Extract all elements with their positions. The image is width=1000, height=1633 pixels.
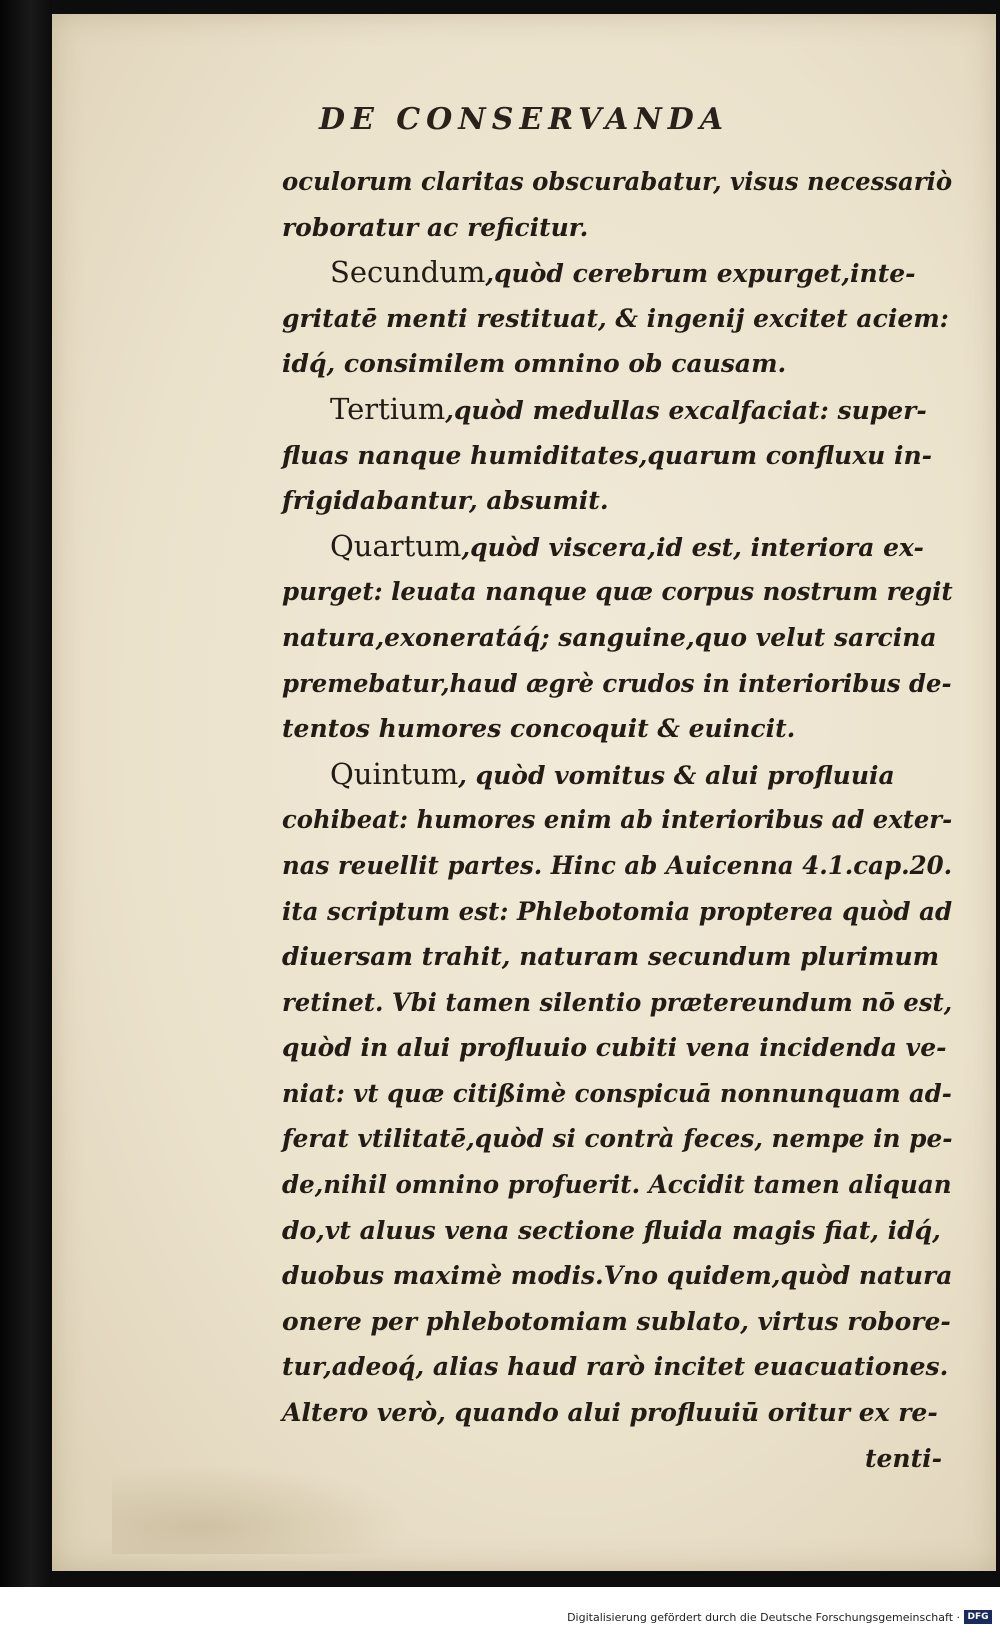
running-title: DE CONSERVANDA bbox=[318, 102, 730, 137]
text-line: Tertium,quòd medullas excalfaciat: super- bbox=[330, 391, 927, 426]
catchword: tenti- bbox=[864, 1443, 942, 1473]
section-opener: Tertium bbox=[330, 391, 446, 426]
digitization-footer bbox=[0, 1587, 1000, 1633]
page-body-text bbox=[282, 159, 953, 1481]
section-opener: Secundum bbox=[330, 255, 486, 290]
text-line: idq́, consimilem omnino ob causam. bbox=[282, 349, 787, 379]
text-line: Altero verò, quando alui profluuiū oritur ex re- bbox=[282, 1398, 938, 1428]
text-line: duobus maximè modis.Vno quidem,quòd natura bbox=[282, 1261, 953, 1291]
text-line: Quartum,quòd viscera,id est, interiora ex- bbox=[330, 528, 924, 563]
text-line: retinet. Vbi tamen silentio prætereundum nō est, bbox=[282, 987, 953, 1017]
text-line: Secundum,quòd cerebrum expurget,inte- bbox=[330, 255, 916, 290]
text-line: tentos humores concoquit & euincit. bbox=[282, 714, 796, 744]
text-line: diuersam trahit, naturam secundum plurimum bbox=[282, 942, 940, 972]
funding-credit: Digitalisierung gefördert durch die Deutsche Forschungsgemeinschaft · bbox=[567, 1611, 960, 1624]
text-line: de,nihil omnino profuerit. Accidit tamen aliquan bbox=[282, 1170, 952, 1200]
text-line: ita scriptum est: Phlebotomia propterea quòd ad bbox=[282, 896, 953, 926]
text-line: quòd in alui profluuio cubiti vena incidenda ve- bbox=[282, 1033, 947, 1063]
book-page bbox=[52, 14, 996, 1571]
dfg-logo-icon: DFG bbox=[964, 1610, 992, 1624]
text-line: ferat vtilitatē,quòd si contrà feces, nempe in pe- bbox=[282, 1124, 953, 1154]
text-line: Quintum, quòd vomitus & alui profluuia bbox=[330, 756, 895, 791]
section-opener: Quartum bbox=[330, 528, 462, 563]
text-line: frigidabantur, absumit. bbox=[282, 486, 609, 516]
text-line: natura,exoneratáq́; sanguine,quo velut sarcina bbox=[282, 622, 937, 652]
text-line: oculorum claritas obscurabatur, visus necessariò bbox=[282, 167, 953, 196]
text-line: tur,adeoq́, alias haud rarò incitet euacuationes. bbox=[282, 1352, 949, 1382]
text-line: fluas nanque humiditates,quarum confluxu in- bbox=[282, 440, 933, 470]
book-spine-edge bbox=[0, 0, 52, 1633]
text-line: gritatē menti restituat, & ingenij excitet aciem: bbox=[282, 303, 949, 333]
text-line: do,vt aluus vena sectione fluida magis fiat, idq́, bbox=[282, 1215, 941, 1245]
text-line: nas reuellit partes. Hinc ab Auicenna 4.1.cap.20. bbox=[282, 850, 953, 880]
section-opener: Quintum bbox=[330, 756, 459, 791]
text-line: roboratur ac reficitur. bbox=[282, 212, 589, 242]
text-line: onere per phlebotomiam sublato, virtus robore- bbox=[282, 1306, 951, 1336]
text-line: niat: vt quæ citißimè conspicuā nonnunquam ad- bbox=[282, 1078, 952, 1108]
text-line: premebatur,haud ægrè crudos in interioribus de- bbox=[282, 668, 952, 698]
text-line: cohibeat: humores enim ab interioribus ad exter- bbox=[282, 805, 953, 835]
text-line: purget: leuata nanque quæ corpus nostrum regit bbox=[282, 577, 953, 607]
